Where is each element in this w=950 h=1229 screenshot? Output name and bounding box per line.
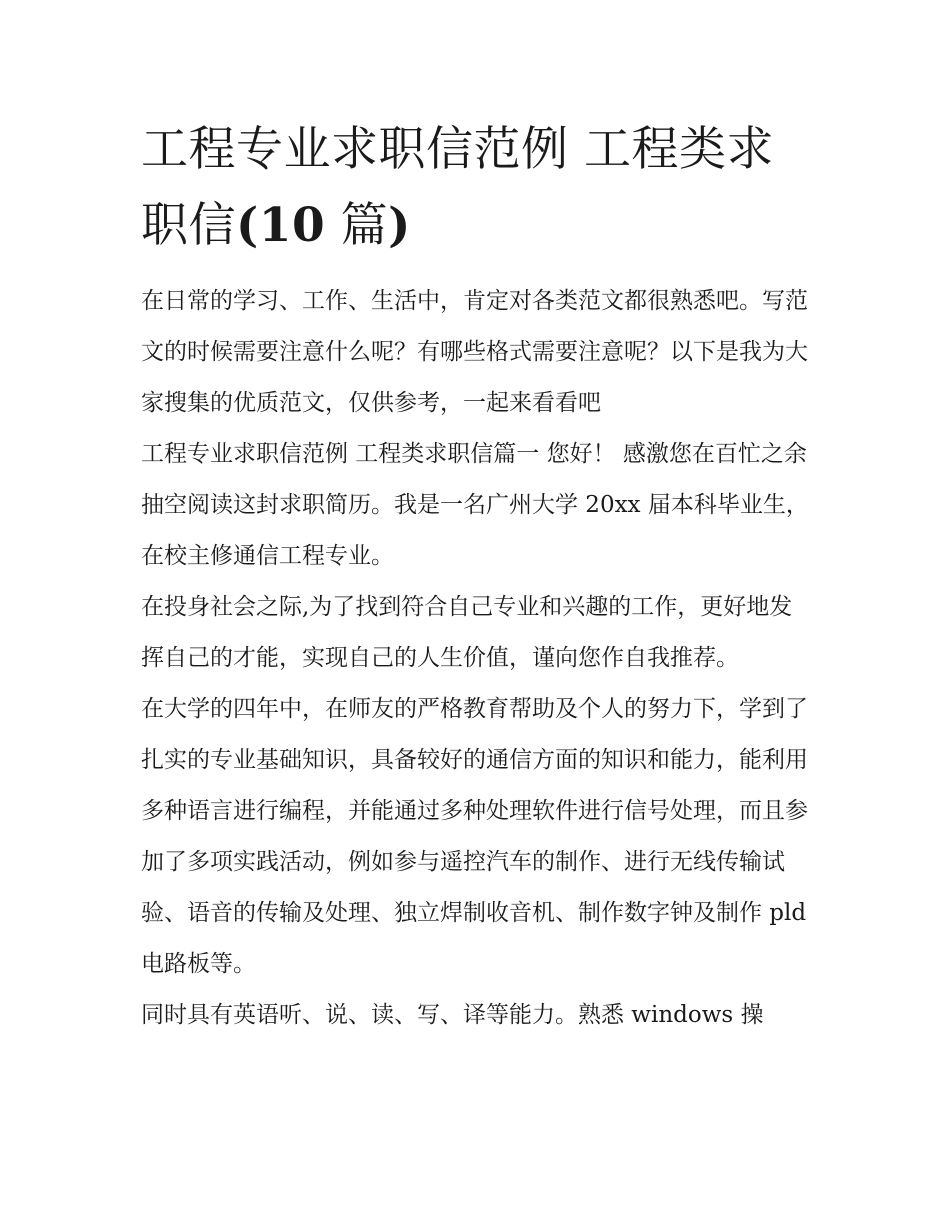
- document-body: [141, 276, 813, 1041]
- paragraph-skills: 同时具有英语听、说、读、写、译等能力。熟悉 windows 操: [141, 1002, 764, 1028]
- paragraph-intro: 在日常的学习、工作、生活中，肯定对各类范文都很熟悉吧。写范文的时候需要注意什么呢？有哪些格式需要注意呢？以下是我为大家搜集的优质范文，仅供参考，一起来看看吧: [141, 288, 808, 416]
- title-count-unit: 篇: [325, 198, 389, 253]
- paragraph-greeting: 工程专业求职信范例 工程类求职信篇一 您好！ 感激您在百忙之余抽空阅读这封求职简历。我是一名广州大学 20xx 届本科毕业生，在校主修通信工程专业。: [141, 441, 809, 569]
- title-count-close: ): [388, 198, 411, 253]
- paragraph-self-recommendation: 在投身社会之际,为了找到符合自己专业和兴趣的工作，更好地发挥自己的才能，实现自己的人生价值，谨向您作自我推荐。: [141, 594, 793, 671]
- document-page: [141, 112, 813, 1041]
- paragraph-education: 在大学的四年中，在师友的严格教育帮助及个人的努力下，学到了扎实的专业基础知识，具备较好的通信方面的知识和能力，能利用多种语言进行编程，并能通过多种处理软件进行信号处理，而且参加了多项实践活动，例如参与遥控汽车的制作、进行无线传输试验、语音的传输及处理、独立焊制收音机、制作数字钟及制作 pld 电路板等。: [141, 696, 814, 977]
- document-title: [141, 112, 813, 264]
- title-main: 工程专业求职信范例 工程类求职信: [141, 122, 774, 253]
- title-count-open: (10: [236, 198, 326, 253]
